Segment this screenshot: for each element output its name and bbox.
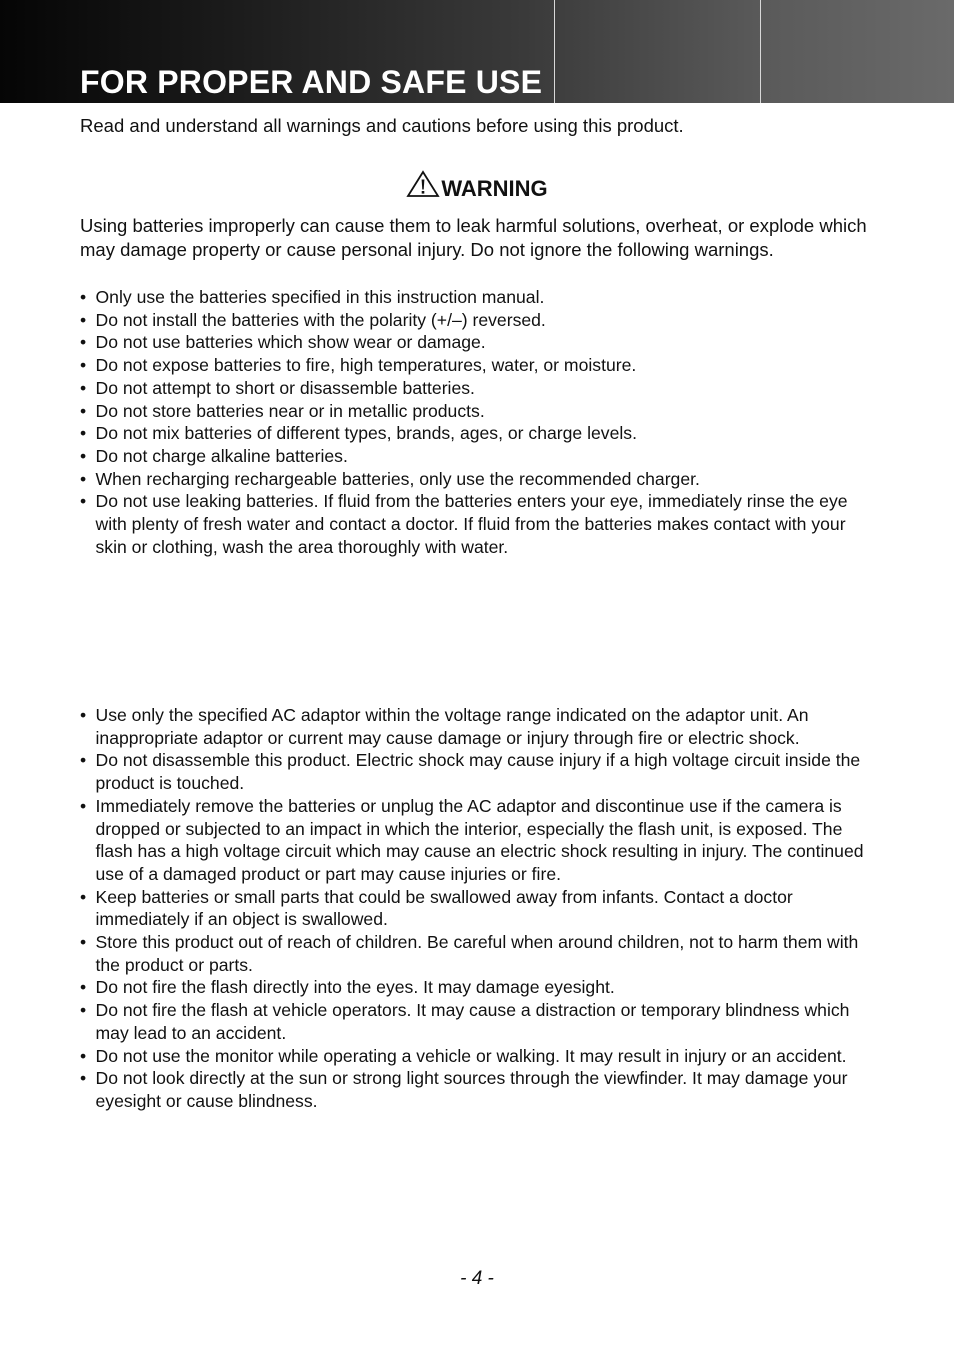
list-item-text: Do not disassemble this product. Electric shock may cause injury if a high voltage circuit inside the product is touched. xyxy=(95,750,861,794)
header-divider xyxy=(760,0,761,103)
bullet: • xyxy=(80,445,87,466)
list-item xyxy=(80,931,880,976)
list-item xyxy=(80,422,880,445)
general-warning-list xyxy=(80,704,880,1113)
bullet: • xyxy=(80,977,87,998)
list-item-text: Do not fire the flash at vehicle operators. It may cause a distraction or temporary blindness which may lead to an accident. xyxy=(95,1000,850,1043)
list-item xyxy=(80,886,880,931)
list-item xyxy=(80,795,880,886)
list-item-text: Do not store batteries near or in metallic products. xyxy=(95,400,485,421)
list-item-text: Use only the specified AC adaptor within the voltage range indicated on the adaptor unit. An inappropriate adaptor or current may cause damage or injury through fire or electric shock. xyxy=(95,705,809,748)
warning-triangle-icon xyxy=(406,170,440,198)
list-item-text: Do not attempt to short or disassemble batteries. xyxy=(95,377,475,398)
list-item xyxy=(80,704,880,749)
list-item xyxy=(80,400,880,423)
list-item-text: Do not fire the flash directly into the eyes. It may damage eyesight. xyxy=(95,977,615,998)
list-item xyxy=(80,976,880,999)
bullet: • xyxy=(80,468,87,489)
bullet: • xyxy=(80,886,87,907)
page-title: FOR PROPER AND SAFE USE xyxy=(80,64,543,100)
list-item xyxy=(80,999,880,1044)
list-item xyxy=(80,377,880,400)
warning-lead-paragraph: Using batteries improperly can cause them to leak harmful solutions, overheat, or explode which may damage property or cause personal injury. Do not ignore the following warnings. xyxy=(80,215,867,261)
list-item xyxy=(80,468,880,491)
bullet: • xyxy=(80,377,87,398)
warning-heading xyxy=(0,170,954,205)
header-divider xyxy=(554,0,555,103)
bullet: • xyxy=(80,423,87,444)
bullet: • xyxy=(80,750,87,771)
bullet: • xyxy=(80,1045,87,1066)
bullet: • xyxy=(80,705,87,725)
page-number: - 4 - xyxy=(460,1268,494,1289)
list-item xyxy=(80,490,880,558)
list-item xyxy=(80,331,880,354)
warning-label: WARNING xyxy=(441,176,548,201)
bullet: • xyxy=(80,400,87,421)
list-item-text: Do not mix batteries of different types, brands, ages, or charge levels. xyxy=(95,423,637,444)
list-item-text: Immediately remove the batteries or unplug the AC adaptor and discontinue use if the camera is dropped or subjected to an impact in which the interior, especially the flash unit, is exposed. The flash has a high voltage circuit which may cause an electric shock resulting in injury. The continued use of a damaged product or part may cause injuries or fire. xyxy=(95,795,864,884)
header-banner xyxy=(0,0,954,103)
list-item-text: Store this product out of reach of children. Be careful when around children, not to harm them with the product or parts. xyxy=(95,932,859,975)
list-item xyxy=(80,309,880,332)
list-item xyxy=(80,286,880,309)
bullet: • xyxy=(80,1000,87,1021)
list-item-text: Do not charge alkaline batteries. xyxy=(95,445,348,466)
list-item xyxy=(80,1045,880,1068)
list-item-text: Do not use batteries which show wear or damage. xyxy=(95,332,486,353)
list-item-text: Keep batteries or small parts that could be swallowed away from infants. Contact a doctor immediately if an object is swallowed. xyxy=(95,886,793,930)
list-item-text: Do not look directly at the sun or strong light sources through the viewfinder. It may damage your eyesight or cause blindness. xyxy=(95,1068,848,1111)
bullet: • xyxy=(80,932,87,953)
list-item-text: Do not use the monitor while operating a vehicle or walking. It may result in injury or an accident. xyxy=(95,1045,847,1066)
list-item-text: When recharging rechargeable batteries, only use the recommended charger. xyxy=(95,468,700,489)
battery-warning-list xyxy=(80,286,880,558)
list-item xyxy=(80,1067,880,1112)
list-item-text: Do not install the batteries with the polarity (+/–) reversed. xyxy=(95,309,546,330)
bullet: • xyxy=(80,332,87,353)
bullet: • xyxy=(80,795,87,816)
list-item-text: Do not expose batteries to fire, high temperatures, water, or moisture. xyxy=(95,355,637,376)
bullet: • xyxy=(80,491,87,512)
list-item-text: Only use the batteries specified in this instruction manual. xyxy=(95,287,545,307)
bullet: • xyxy=(80,1068,87,1089)
bullet: • xyxy=(80,309,87,330)
intro-text: Read and understand all warnings and cautions before using this product. xyxy=(80,115,684,136)
list-item xyxy=(80,354,880,377)
list-item-text: Do not use leaking batteries. If fluid from the batteries enters your eye, immediately rinse the eye with plenty of fresh water and contact a doctor. If fluid from the batteries makes contact with your skin or clothing, wash the area thoroughly with water. xyxy=(95,491,848,557)
list-item xyxy=(80,749,880,794)
bullet: • xyxy=(80,287,87,307)
bullet: • xyxy=(80,355,87,376)
list-item xyxy=(80,445,880,468)
